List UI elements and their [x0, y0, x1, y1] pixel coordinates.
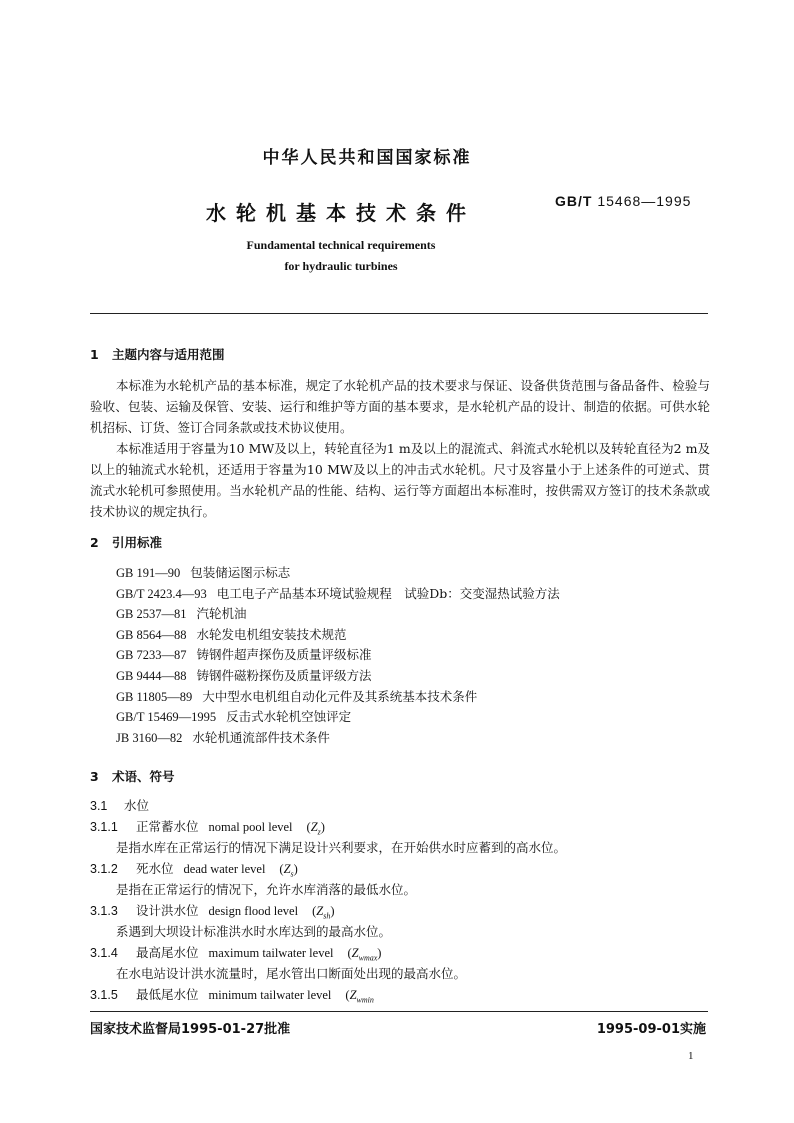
term-description: 系遇到大坝设计标准洪水时水库达到的最高水位。: [116, 924, 392, 939]
section-1-paragraph-2: 本标准适用于容量为10 MW及以上，转轮直径为1 m及以上的混流式、斜流式水轮机以及转轮直径为2 m及以上的轴流式水轮机，还适用于容量为10 MW及以上的冲击式水轮机。尺寸及容量小于上述条件的可逆式、贯流式水轮机可参照使用。当水轮机产品的性能、结构、运行等方面超出本标准时，按供需双方签订的技术条款或技术协议的规定执行。: [90, 441, 710, 519]
reference-title: 反击式水轮机空蚀评定: [226, 709, 352, 725]
reference-item: [116, 687, 477, 705]
section-2-title: 引用标准: [112, 535, 163, 550]
document-number: [555, 193, 691, 209]
approval-line: 国家技术监督局1995-01-27批准: [90, 1022, 291, 1037]
term-symbol-base: Z: [310, 820, 318, 834]
implementation-date: 1995-09-01实施: [596, 1022, 706, 1037]
reference-code: GB 2537—81: [116, 607, 187, 622]
term-symbol-base: Z: [351, 946, 359, 960]
term-english: minimum tailwater level: [208, 988, 332, 1002]
document-title: 水轮机基本技术条件: [206, 201, 476, 225]
term-chinese: 设计洪水位: [136, 903, 199, 918]
section-2-number: 2: [90, 535, 99, 550]
term-heading: [90, 985, 374, 1005]
term-heading: [90, 817, 325, 837]
reference-title: 电工电子产品基本环境试验规程 试验Db：交变湿热试验方法: [216, 585, 560, 601]
document-code: GB/T: [555, 193, 593, 209]
reference-item: [116, 728, 330, 746]
term-symbol-base: Z: [283, 862, 291, 876]
term-english: dead water level: [183, 862, 266, 876]
section-3-number: 3: [90, 769, 99, 784]
term-symbol-subscript: wmin: [356, 995, 374, 1005]
section-1-heading: [90, 345, 225, 363]
section-3-heading: [90, 767, 175, 785]
term-heading: [90, 859, 298, 879]
term-symbol: $(Z_z)$: [306, 820, 325, 837]
reference-code: GB 9444—88: [116, 669, 187, 683]
reference-title: 水轮发电机组安装技术规范: [196, 626, 347, 642]
term-symbol-base: Z: [349, 988, 357, 1002]
reference-title: 汽轮机油: [196, 606, 247, 622]
term-english: nomal pool level: [208, 820, 293, 834]
term-number: 3.1.5: [90, 988, 118, 1002]
reference-code: GB 191—90: [116, 566, 181, 580]
reference-item: [116, 604, 247, 622]
subsection-3-1: [90, 796, 149, 814]
term-symbol: ($Z_{wmin}$: [345, 988, 374, 1005]
term-number: 3.1.3: [90, 904, 118, 918]
document-number-value: 15468—1995: [597, 193, 692, 209]
reference-code: GB/T 15469—1995: [116, 710, 217, 725]
reference-code: JB 3160—82: [116, 730, 183, 745]
term-symbol-base: Z: [316, 904, 324, 918]
term-description: 在水电站设计洪水流量时，尾水管出口断面处出现的最高水位。: [116, 966, 467, 981]
footer-divider: [90, 1011, 708, 1012]
reference-item: [116, 563, 290, 581]
header-divider: [90, 313, 708, 314]
section-1-number: 1: [90, 347, 99, 362]
reference-title: 包装储运图示标志: [190, 565, 291, 580]
term-chinese: 最低尾水位: [136, 987, 199, 1002]
term-number: 3.1.4: [90, 946, 118, 960]
page-number: 1: [688, 1050, 694, 1062]
term-chinese: 正常蓄水位: [136, 819, 199, 834]
reference-title: 铸钢件超声探伤及质量评级标准: [196, 647, 372, 663]
term-symbol-subscript: sh: [323, 911, 331, 921]
reference-code: GB 11805—89: [116, 689, 193, 704]
term-symbol: $(Z_s)$: [279, 862, 298, 879]
reference-code: GB/T 2423.4—93: [116, 586, 207, 601]
term-description: 是指水库在正常运行的情况下满足设计兴利要求，在开始供水时应蓄到的高水位。: [116, 840, 567, 855]
english-title-line1: Fundamental technical requirements: [246, 238, 436, 252]
term-english: design flood level: [208, 904, 299, 918]
section-3-title: 术语、符号: [112, 769, 175, 784]
term-number: 3.1.2: [90, 862, 118, 876]
english-title-line2: for hydraulic turbines: [284, 259, 398, 273]
section-2-heading: [90, 533, 162, 551]
term-english: maximum tailwater level: [208, 946, 334, 960]
subsection-3-1-number: 3.1: [90, 799, 108, 813]
term-chinese: 最高尾水位: [136, 945, 199, 960]
reference-code: GB 7233—87: [116, 648, 187, 663]
term-number: 3.1.1: [90, 820, 118, 834]
reference-title: 大中型水电机组自动化元件及其系统基本技术条件: [202, 688, 478, 704]
reference-title: 水轮机通流部件技术条件: [192, 729, 330, 745]
term-heading: [90, 901, 335, 921]
term-symbol-subscript: wmax: [358, 953, 378, 963]
term-chinese: 死水位: [136, 861, 174, 876]
reference-code: GB 8564—88: [116, 627, 187, 642]
term-symbol: $(Z_{wmax})$: [347, 946, 382, 963]
section-1-paragraph-1: 本标准为水轮机产品的基本标准，规定了水轮机产品的技术要求与保证、设备供货范围与备品备件、检验与验收、包装、运输及保管、安装、运行和维护等方面的基本要求，是水轮机产品的设计、制造的依据。可供水轮机招标、订货、签订合同条款或技术协议使用。: [90, 378, 710, 435]
subsection-3-1-title: 水位: [124, 798, 150, 813]
reference-item: [116, 666, 372, 684]
reference-title: 铸钢件磁粉探伤及质量评级方法: [196, 668, 372, 683]
term-symbol-subscript: s: [290, 869, 294, 879]
term-description: 是指在正常运行的情况下，允许水库消落的最低水位。: [116, 882, 417, 897]
reference-item: [116, 707, 351, 725]
section-1-title: 主题内容与适用范围: [112, 347, 225, 362]
reference-item: [116, 584, 560, 602]
term-symbol-subscript: z: [317, 827, 321, 837]
term-symbol: $(Z_{sh})$: [312, 904, 335, 921]
term-heading: [90, 943, 381, 963]
reference-item: [116, 645, 372, 663]
reference-item: [116, 625, 347, 643]
standard-title: 中华人民共和国国家标准: [262, 148, 472, 168]
